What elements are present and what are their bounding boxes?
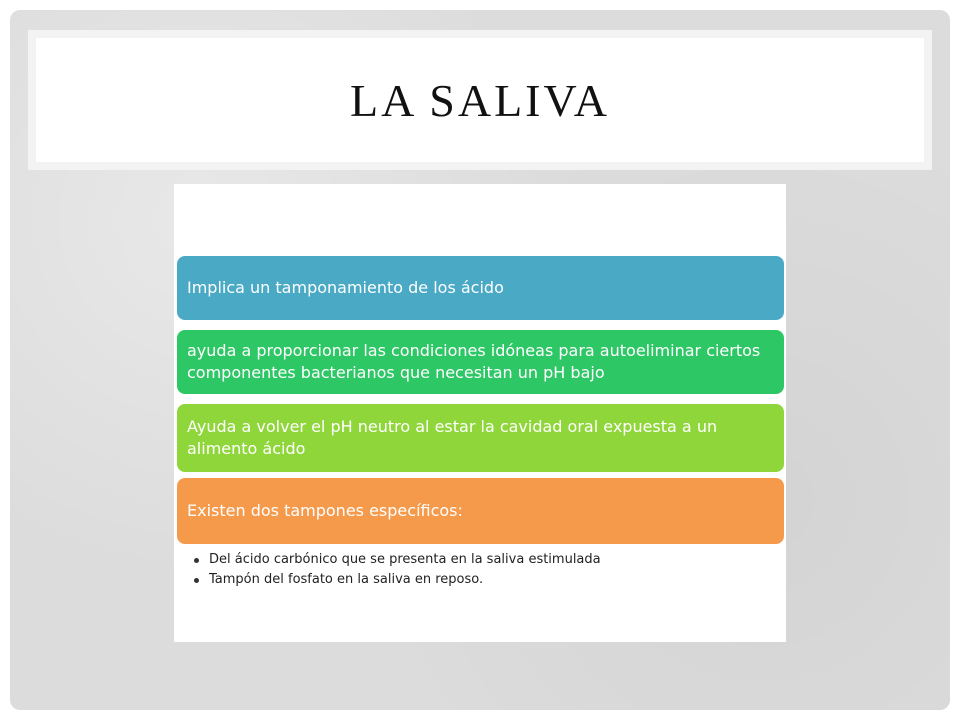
slide-title: LA SALIVA — [349, 74, 610, 126]
title-inner — [36, 38, 924, 162]
bullet-list — [194, 550, 601, 590]
bullet-icon — [194, 578, 199, 583]
bullet-text: Tampón del fosfato en la saliva en reposo. — [209, 572, 484, 587]
content-image — [174, 184, 786, 642]
bullet-text: Del ácido carbónico que se presenta en la saliva estimulada — [209, 552, 601, 567]
bullet-item — [194, 550, 601, 570]
title-box — [28, 30, 932, 170]
bullet-item — [194, 570, 601, 590]
info-block-text: Implica un tamponamiento de los ácido — [187, 278, 504, 297]
info-block-conditions — [177, 330, 784, 394]
info-block-text: ayuda a proporcionar las condiciones idóneas para autoeliminar ciertos componentes bacterianos que necesitan un pH bajo — [187, 341, 761, 382]
info-block-text: Existen dos tampones específicos: — [187, 501, 463, 520]
info-block-buffers — [177, 478, 784, 544]
info-block-text: Ayuda a volver el pH neutro al estar la cavidad oral expuesta a un alimento ácido — [187, 417, 718, 458]
info-block-buffering — [177, 256, 784, 320]
info-block-neutral-ph — [177, 404, 784, 472]
slide — [10, 10, 950, 710]
bullet-icon — [194, 558, 199, 563]
